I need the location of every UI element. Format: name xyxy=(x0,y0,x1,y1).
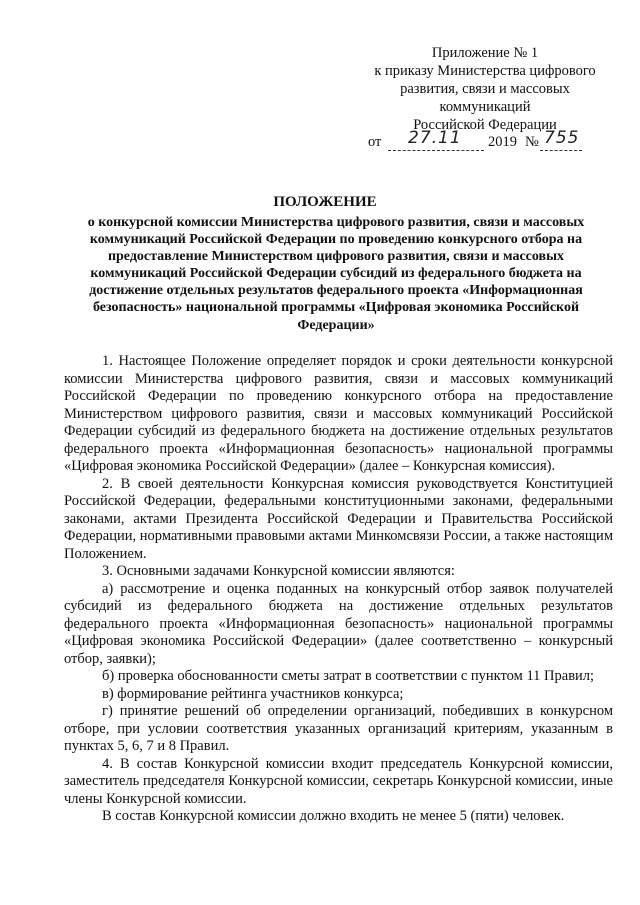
appendix-country-line: Российской Федерации xyxy=(413,117,557,133)
appendix-ministry-line-2: коммуникаций xyxy=(439,99,531,115)
order-date-line xyxy=(368,128,608,155)
document-title: ПОЛОЖЕНИЕ xyxy=(273,194,377,210)
handwritten-number: 755 xyxy=(544,128,580,148)
appendix-number: Приложение № 1 xyxy=(431,45,539,61)
document-subtitle: о конкурсной комиссии Министерства цифрового развития, связи и массовых коммуникаций Российской Федерации по проведению конкурсного отбора на предоставление Министерством цифрового развития, связи и массовых коммуникаций Российской Федерации субсидий из федерального бюджета на достижение отдельных результатов федерального проекта «Информационная безопасность» национальной программы «Цифровая экономика Российской Федерации» xyxy=(87,215,585,333)
appendix-header xyxy=(370,44,600,134)
paragraph-4: 4. В состав Конкурсной комиссии входит председатель Конкурсной комиссии, заместитель председателя Конкурсной комиссии, секретарь Конкурсной комиссии, иные члены Конкурсной комиссии. xyxy=(64,755,613,807)
paragraph-2: 2. В своей деятельности Конкурсная комиссия руководствуется Конституцией Российской Федерации, федеральными конституционными законами, федеральными законами, актами Президента Российской Федерации и Правительства Российской Федерации, нормативными правовыми актами Минкомсвязи России, а также настоящим Положением. xyxy=(64,475,613,562)
paragraph-3b: б) проверка обоснованности сметы затрат в соответствии с пунктом 11 Правил; xyxy=(102,668,595,684)
paragraph-3a: а) рассмотрение и оценка поданных на конкурсный отбор заявок получателей субсидий из федерального бюджета на достижение отдельных результатов федерального проекта «Информационная безопасность» национальной программы «Цифровая экономика Российской Федерации» (далее соответственно – конкурсный отбор, заявки); xyxy=(64,580,613,667)
paragraph-3d: г) принятие решений об определении организаций, победивших в конкурсном отборе, при условии соответствия указанных организаций критериям, указанным в пунктах 5, 6, 7 и 8 Правил. xyxy=(64,703,613,754)
paragraph-4-continued: В состав Конкурсной комиссии должно входить не менее 5 (пяти) человек. xyxy=(102,808,565,824)
appendix-order-line: к приказу Министерства цифрового xyxy=(374,63,596,79)
paragraph-3c: в) формирование рейтинга участников конкурса; xyxy=(102,685,404,702)
order-year: 2019 xyxy=(488,134,517,150)
number-underline xyxy=(540,149,582,151)
number-label: № xyxy=(525,134,539,150)
paragraph-3: 3. Основными задачами Конкурсной комиссии являются: xyxy=(102,563,455,579)
date-prefix: от xyxy=(368,134,382,150)
document-body xyxy=(64,353,613,826)
date-underline xyxy=(388,149,484,151)
appendix-ministry-line: развития, связи и массовых xyxy=(400,81,570,97)
handwritten-date: 27.11 xyxy=(408,128,462,148)
paragraph-1: 1. Настоящее Положение определяет порядок и сроки деятельности конкурсной комиссии Министерства цифрового развития, связи и массовых коммуникаций Российской Федерации по проведению конкурсного отбора на предоставление Министерством цифрового развития, связи и массовых коммуникаций Российской Федерации субсидий из федерального бюджета на достижение отдельных результатов федерального проекта «Информационная безопасность» национальной программы «Цифровая экономика Российской Федерации» (далее – Конкурсная комиссия). xyxy=(64,353,613,474)
